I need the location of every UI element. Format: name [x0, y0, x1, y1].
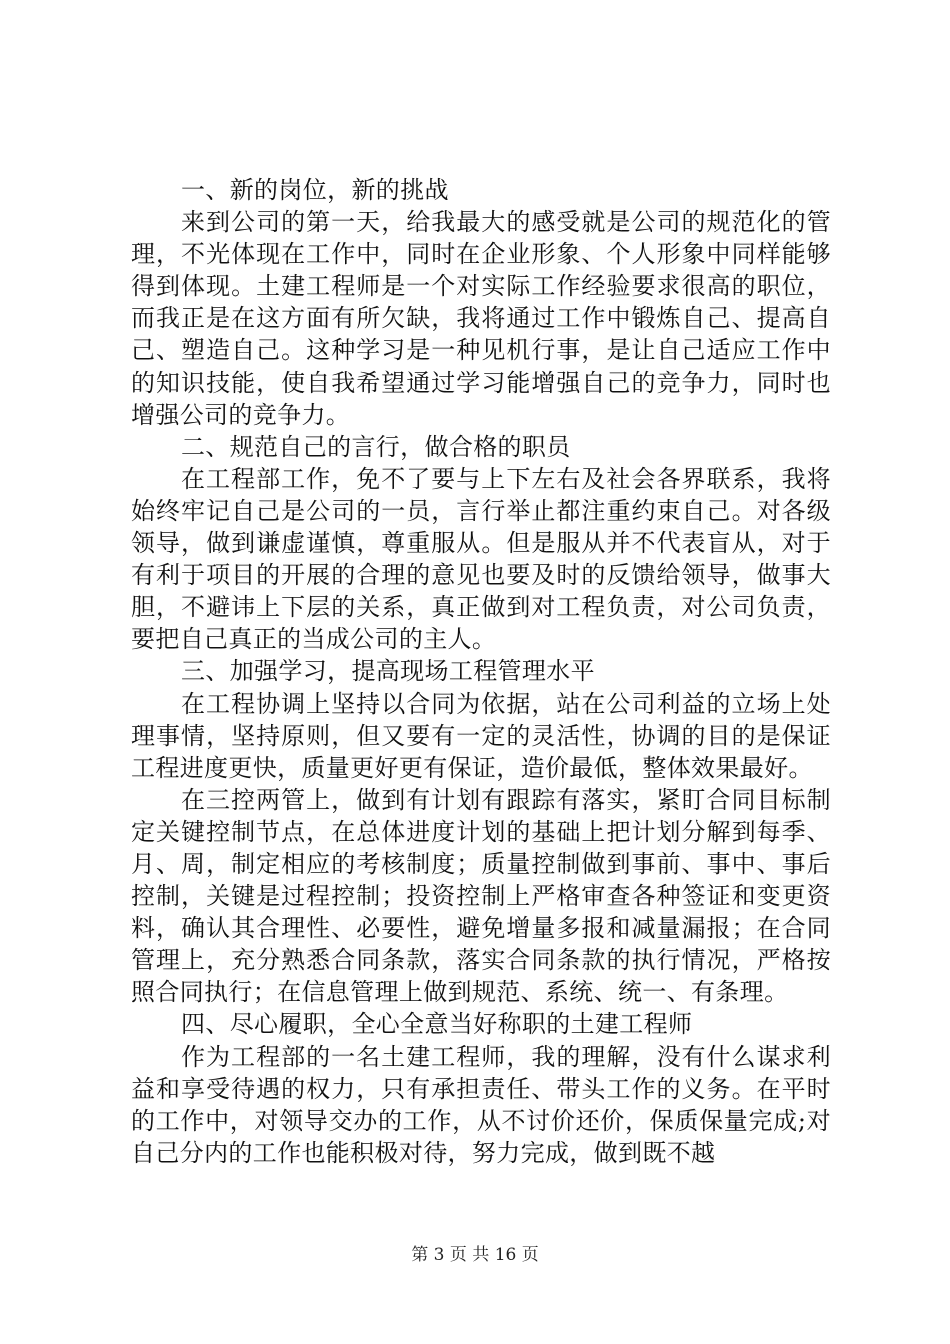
heading-3: 三、加强学习，提高现场工程管理水平: [181, 657, 595, 686]
heading-4: 四、尽心履职，全心全意当好称职的土建工程师: [181, 1010, 693, 1039]
heading-2: 二、规范自己的言行，做合格的职员: [181, 432, 571, 461]
document-body: [131, 174, 831, 1169]
heading-1: 一、新的岗位，新的挑战: [181, 176, 449, 204]
paragraph-4: 在三控两管上，做到有计划有跟踪有落实，紧盯合同目标制定关键控制节点，在总体进度计划的基础上把计划分解到每季、月、周，制定相应的考核制度；质量控制做到事前、事中、事后控制，关键是过程控制；投资控制上严格审查各种签证和变更资料，确认其合理性、必要性，避免增量多报和减量漏报；在合同管理上，充分熟悉合同条款，落实合同条款的执行情况，严格按照合同执行；在信息管理上做到规范、系统、统一、有条理。: [131, 785, 831, 1007]
paragraph-3: 在工程协调上坚持以合同为依据，站在公司利益的立场上处理事情，坚持原则，但又要有一定的灵活性，协调的目的是保证工程进度更快，质量更好更有保证，造价最低，整体效果最好。: [131, 689, 831, 782]
paragraph-2: 在工程部工作，免不了要与上下左右及社会各界联系，我将始终牢记自己是公司的一员，言行举止都注重约束自己。对各级领导，做到谦虚谨慎，尊重服从。但是服从并不代表盲从，对于有利于项目的开展的合理的意见也要及时的反馈给领导，做事大胆，不避讳上下层的关系，真正做到对工程负责，对公司负责，要把自己真正的当成公司的主人。: [131, 464, 831, 654]
page-footer: 第 3 页 共 16 页: [411, 1245, 539, 1265]
paragraph-1: 来到公司的第一天，给我最大的感受就是公司的规范化的管理，不光体现在工作中，同时在企业形象、个人形象中同样能够得到体现。土建工程师是一个对实际工作经验要求很高的职位，而我正是在这方面有所欠缺，我将通过工作中锻炼自己、提高自己、塑造自己。这种学习是一种见机行事，是让自己适应工作中的知识技能，使自我希望通过学习能增强自己的竞争力，同时也增强公司的竞争力。: [131, 208, 831, 429]
paragraph-5: 作为工程部的一名土建工程师，我的理解，没有什么谋求利益和享受待遇的权力，只有承担责任、带头工作的义务。在平时的工作中，对领导交办的工作，从不讨价还价，保质保量完成;对自己分内的工作也能积极对待，努力完成，做到既不越: [131, 1042, 831, 1167]
